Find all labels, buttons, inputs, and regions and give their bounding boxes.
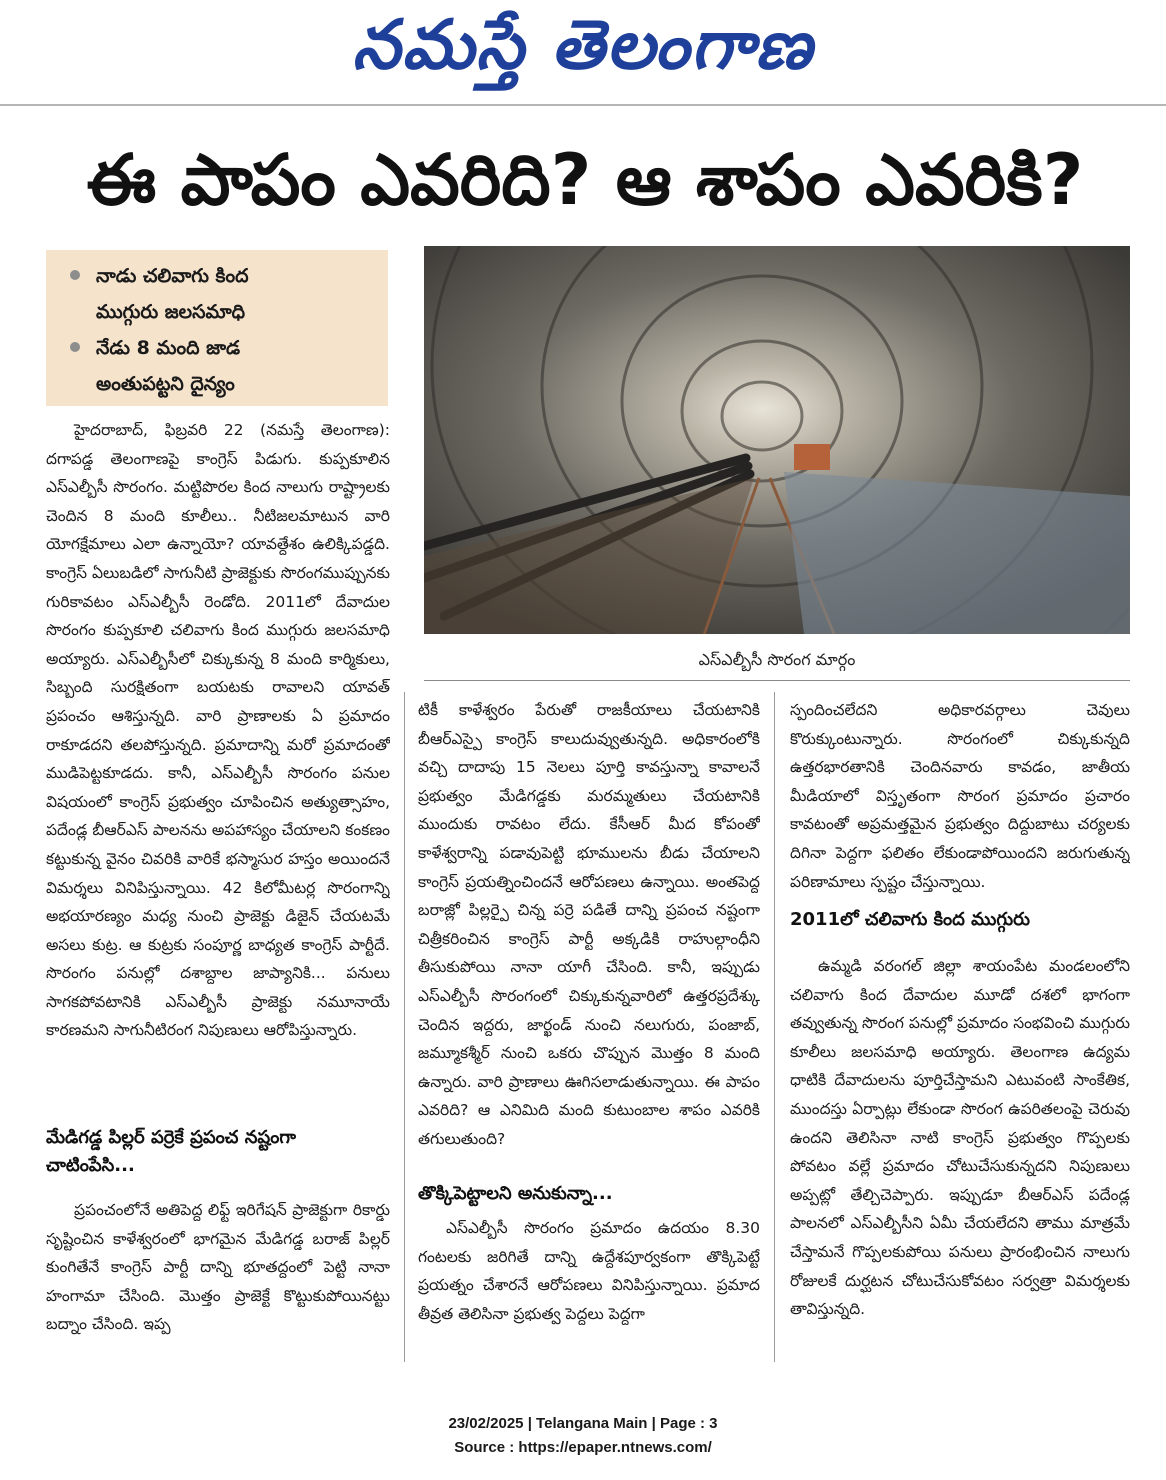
photo-caption: ఎస్ఎల్బీసీ సొరంగ మార్గం [698,650,856,669]
article-paragraph: ఉమ్మడి వరంగల్ జిల్లా శాయంపేట మండలంలోని చలివాగు కింద దేవాదుల మూడో దశలో భాగంగా తవ్వుతున్న సొరంగ పనుల్లో ప్రమాదం సంభవించి ముగ్గురు కూలీలు జలసమాధి అయ్యారు. తెలంగాణ ఉద్యమ ధాటికి దేవాదులను పూర్తిచేస్తామని ఎటువంటి సాంకేతిక, ముందస్తు ఏర్పాట్లు లేకుండా సొరంగ ఉపరితలంపై చెరువు ఉందని తెలిసినా నాటి కాంగ్రెస్ ప్రభుత్వం గొప్పలకు పోవటం వల్లే ప్రమాదం చోటుచేసుకున్నదని నిపుణులు అప్పట్లో తేల్చిచెప్పారు. ఇప్పుడూ బీఆర్ఎస్ పదేండ్ల పాలనలో ఎస్ఎల్బీసీని ఏమీ చేయలేదని తాము మాత్రమే చేస్తామనే గొప్పలకుపోయి పనులు ప్రారంభించిన నాలుగు రోజులకే దుర్ఘటన చోటుచేసుకోవటం సర్వత్రా విమర్శలకు తావిస్తున్నది. [790,957,1130,1319]
highlight-line: నేడు 8 మంది జాడ [96,337,241,359]
column-divider [404,692,405,1362]
footer-source-link[interactable]: Source : https://epaper.ntnews.com/ [454,1439,712,1456]
highlight-line: ముగ్గురు జలసమాధి [96,301,246,323]
article-column-3-continued [790,952,1130,1352]
headline: ఈ పాపం ఎవరిది? ఆ శాపం ఎవరికి? [86,139,1084,221]
highlight-item [68,258,376,330]
article-column-2-continued [418,1214,760,1359]
masthead [0,0,1166,104]
article-column-2 [418,696,760,1166]
tunnel-photo [424,246,1130,634]
article-column-1 [46,416,390,1096]
page-footer [0,1412,1166,1460]
highlights-box [46,250,388,406]
bullet-icon [70,342,80,352]
article-paragraph: స్పందించలేదని అధికారవర్గాలు చెవులు కొరుక్కుంటున్నారు. సొరంగంలో చిక్కుకున్నది ఉత్తరభారతానికి చెందినవారు కావడం, జాతీయ మీడియాలో విస్తృతంగా సొరంగ ప్రమాదం ప్రచారం కావటంతో అప్రమత్తమైన ప్రభుత్వం దిద్దుబాటు చర్యలకు దిగినా పెద్దగా ఫలితం లేకుండాపోయిందని జరుగుతున్న పరిణామాలు స్పష్టం చేస్తున్నాయి. [790,701,1130,891]
bullet-icon [70,270,80,280]
masthead-divider [0,104,1166,106]
article-paragraph: టికీ కాళేశ్వరం పేరుతో రాజకీయాలు చేయటానికి బీఆర్ఎస్పై కాంగ్రెస్ కాలుదువ్వుతున్నది. అధికారంలోకి వచ్చి దాదాపు 15 నెలలు పూర్తి కావస్తున్నా కావాలనే ప్రభుత్వం మేడిగడ్డకు మరమ్మతులు చేయటానికి ముందుకు రావటం లేదు. కేసీఆర్ మీద కోపంతో కాళేశ్వరాన్ని పడావుపెట్టి భూములను బీడు చేయాలని కాంగ్రెస్ ప్రయత్నించిందనే ఆరోపణలు ఉన్నాయి. అంతపెద్ద బరాజ్లో పిల్లర్పై చిన్న పర్రె పడితే దాన్ని ప్రపంచ నష్టంగా చిత్రీకరించిన కాంగ్రెస్ పార్టీ అక్కడికి రాహుల్గాంధీని తీసుకుపోయి నానా యాగీ చేసింది. కానీ, ఇప్పుడు ఎస్ఎల్బీసీ సొరంగంలో చిక్కుకున్నవారిలో ఉత్తరప్రదేశ్కు చెందిన ఇద్దరు, జార్ఖండ్ నుంచి నలుగురు, పంజాబ్, జమ్మూకశ్మీర్ నుంచి ఒకరు చొప్పున మొత్తం 8 మంది ఉన్నారు. వారి ప్రాణాలు ఊగిసలాడుతున్నాయి. ఈ పాపం ఎవరిది? ఆ ఎనిమిది మంది కుటుంబాల శాపం ఎవరికి తగులుతుంది? [418,701,760,1148]
article-paragraph: హైదరాబాద్, ఫిబ్రవరి 22 (నమస్తే తెలంగాణ): దగాపడ్డ తెలంగాణపై కాంగ్రెస్ పిడుగు. కుప్పకూలిన ఎస్ఎల్బీసీ సొరంగం. మట్టిపొరల కింద నాలుగు రాష్ట్రాలకు చెందిన 8 మంది కూలీలు.. నీటిజలమాటున వారి యోగక్షేమాలు ఎలా ఉన్నాయో? యావత్దేశం ఉలిక్కిపడ్డది. కాంగ్రెస్ ఏలుబడిలో సాగునీటి ప్రాజెక్టుకు సొరంగముప్పునకు గురికావటం ఎస్ఎల్బీసీ రెండోది. 2011లో దేవాదుల సొరంగం కుప్పకూలి చలివాగు కింద ముగ్గురు జలసమాధి అయ్యారు. ఎస్ఎల్బీసీలో చిక్కుకున్న 8 మంది కార్మికులు, సిబ్బంది సురక్షితంగా బయటకు రావాలని యావత్ ప్రపంచం ఆశిస్తున్నది. వారి ప్రాణాలకు ఏ ప్రమాదం రాకూడదని తలపోస్తున్నది. ప్రమాదాన్ని మరో ప్రమాదంతో ముడిపెట్టకూడదు. కానీ, ఎస్ఎల్బీసీ సొరంగం పనుల విషయంలో కాంగ్రెస్ ప్రభుత్వం చూపించిన అత్యుత్సాహం, పదేండ్ల బీఆర్ఎస్ పాలనను అపహాస్యం చేయాలని కంకణం కట్టుకున్న వైనం చివరికి వారికే భస్మాసుర హస్తం అయిందనే విమర్శలు వినిపిస్తున్నాయి. 42 కిలోమీటర్ల సొరంగాన్ని అభయారణ్యం మధ్య నుంచి ప్రాజెక్టు డిజైన్ చేయటమే అసలు కుట్ర. ఆ కుట్రకు సంపూర్ణ బాధ్యత కాంగ్రెస్ పార్టీదే. సొరంగం పనుల్లో దశాబ్దాల జాప్యానికి... పనులు సాగకపోవటానికి ఎస్ఎల్బీసీ ప్రాజెక్టు నమూనాయే కారణమని సాగునీటిరంగ నిపుణులు ఆరోపిస్తున్నారు. [46,421,390,1040]
subheading: మేడిగడ్డ పిల్లర్ పర్రెకే ప్రపంచ నష్టంగా చాటింపేసి... [46,1127,296,1176]
caption-divider [424,680,1130,681]
article-column-1-continued [46,1196,390,1356]
column-divider [774,692,775,1362]
tunnel-illustration [424,246,1130,634]
footer-date-line: 23/02/2025 | Telangana Main | Page : 3 [448,1415,718,1432]
subheading: తొక్కిపెట్టాలని అనుకున్నా... [418,1183,613,1204]
highlight-line: అంతుపట్టని దైన్యం [96,373,235,395]
article-paragraph: ప్రపంచంలోనే అతిపెద్ద లిఫ్ట్ ఇరిగేషన్ ప్రాజెక్టుగా రికార్డు సృష్టించిన కాళేశ్వరంలో భాగమైన మేడిగడ్డ బరాజ్ పిల్లర్ కుంగితేనే కాంగ్రెస్ పార్టీ దాన్ని భూతద్దంలో పెట్టి నానా హంగామా చేసింది. మొత్తం ప్రాజెక్టే కొట్టుకుపోయినట్టు బద్నాం చేసింది. ఇప్ప [46,1201,390,1334]
newspaper-logo: నమస్తే తెలంగాణ [352,6,814,85]
highlight-line: నాడు చలివాగు కింద [96,265,249,287]
subheading: 2011లో చలివాగు కింద ముగ్గురు [790,909,1031,930]
highlight-item [68,330,376,402]
article-paragraph: ఎస్ఎల్బీసీ సొరంగం ప్రమాదం ఉదయం 8.30 గంటలకు జరిగితే దాన్ని ఉద్దేశపూర్వకంగా తొక్కిపెట్టే ప్రయత్నం చేశారనే ఆరోపణలు వినిపిస్తున్నాయి. ప్రమాద తీవ్రత తెలిసినా ప్రభుత్వ పెద్దలు పెద్దగా [418,1219,760,1323]
article-column-3 [790,696,1130,896]
